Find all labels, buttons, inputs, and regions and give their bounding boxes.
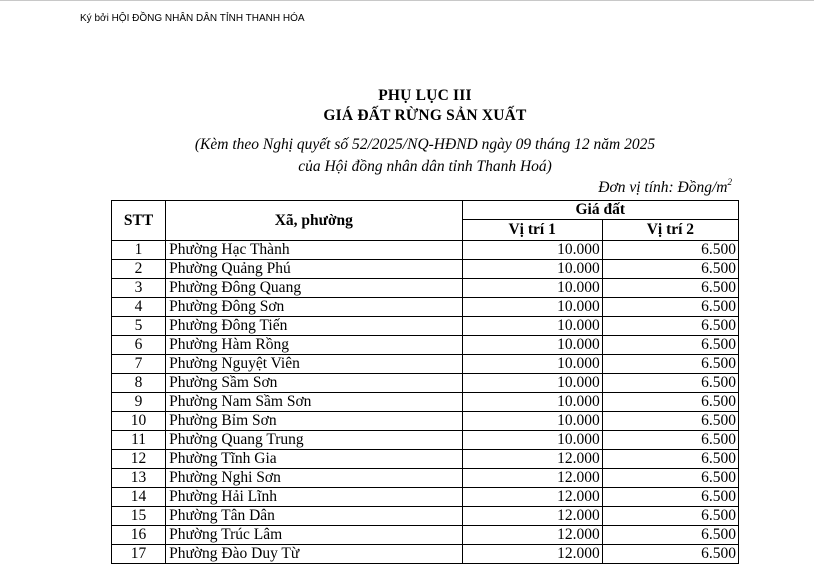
row-price-position-2: 6.500 <box>602 317 738 336</box>
row-price-position-1: 10.000 <box>462 260 602 279</box>
row-commune-name: Phường Nghi Sơn <box>166 469 462 488</box>
row-commune-name: Phường Tĩnh Gia <box>166 450 462 469</box>
row-price-position-1: 10.000 <box>462 355 602 374</box>
table-row <box>112 488 739 507</box>
table-row <box>112 393 739 412</box>
row-price-position-2: 6.500 <box>602 355 738 374</box>
row-stt: 10 <box>112 412 166 431</box>
row-commune-name: Phường Quang Trung <box>166 431 462 450</box>
row-commune-name: Phường Hải Lĩnh <box>166 488 462 507</box>
row-price-position-1: 10.000 <box>462 279 602 298</box>
row-price-position-2: 6.500 <box>602 279 738 298</box>
row-price-position-1: 12.000 <box>462 488 602 507</box>
unit-superscript: 2 <box>727 177 732 187</box>
row-price-position-1: 12.000 <box>462 450 602 469</box>
unit-label <box>598 179 732 197</box>
row-price-position-2: 6.500 <box>602 374 738 393</box>
row-stt: 5 <box>112 317 166 336</box>
row-stt: 2 <box>112 260 166 279</box>
row-stt: 6 <box>112 336 166 355</box>
row-price-position-2: 6.500 <box>602 507 738 526</box>
table-row <box>112 450 739 469</box>
row-stt: 16 <box>112 526 166 545</box>
row-price-position-1: 12.000 <box>462 469 602 488</box>
table-row <box>112 431 739 450</box>
row-price-position-1: 10.000 <box>462 374 602 393</box>
row-commune-name: Phường Hạc Thành <box>166 241 462 260</box>
row-price-position-1: 10.000 <box>462 412 602 431</box>
resolution-reference-line1: (Kèm theo Nghị quyết số 52/2025/NQ-HĐND ngày 09 tháng 12 năm 2025 <box>194 136 656 153</box>
row-price-position-2: 6.500 <box>602 260 738 279</box>
table-row <box>112 279 739 298</box>
row-stt: 14 <box>112 488 166 507</box>
table-row <box>112 412 739 431</box>
row-price-position-2: 6.500 <box>602 431 738 450</box>
header-position-2: Vị trí 2 <box>602 220 738 241</box>
row-stt: 12 <box>112 450 166 469</box>
header-commune-ward: Xã, phường <box>166 201 462 241</box>
row-price-position-1: 10.000 <box>462 298 602 317</box>
row-stt: 3 <box>112 279 166 298</box>
row-price-position-1: 10.000 <box>462 393 602 412</box>
row-stt: 8 <box>112 374 166 393</box>
row-stt: 17 <box>112 545 166 564</box>
row-stt: 9 <box>112 393 166 412</box>
row-commune-name: Phường Đào Duy Từ <box>166 545 462 564</box>
table-row <box>112 545 739 564</box>
row-commune-name: Phường Đông Tiến <box>166 317 462 336</box>
table-header <box>112 201 739 241</box>
row-price-position-2: 6.500 <box>602 488 738 507</box>
row-commune-name: Phường Đông Sơn <box>166 298 462 317</box>
table-body <box>112 241 739 564</box>
row-stt: 1 <box>112 241 166 260</box>
row-stt: 13 <box>112 469 166 488</box>
row-price-position-2: 6.500 <box>602 336 738 355</box>
row-commune-name: Phường Đông Quang <box>166 279 462 298</box>
table-row <box>112 355 739 374</box>
row-price-position-2: 6.500 <box>602 241 738 260</box>
row-commune-name: Phường Quảng Phú <box>166 260 462 279</box>
row-stt: 15 <box>112 507 166 526</box>
row-price-position-1: 12.000 <box>462 545 602 564</box>
row-price-position-1: 10.000 <box>462 317 602 336</box>
header-stt: STT <box>112 201 166 241</box>
digital-signature-label: Ký bởi HỘI ĐỒNG NHÂN DÂN TỈNH THANH HÓA <box>80 13 305 24</box>
row-stt: 11 <box>112 431 166 450</box>
row-price-position-2: 6.500 <box>602 469 738 488</box>
top-border-line <box>0 0 814 1</box>
row-commune-name: Phường Tân Dân <box>166 507 462 526</box>
row-commune-name: Phường Hàm Rồng <box>166 336 462 355</box>
row-price-position-1: 10.000 <box>462 336 602 355</box>
appendix-title: PHỤ LỤC III <box>378 87 472 104</box>
table-row <box>112 260 739 279</box>
row-commune-name: Phường Bỉm Sơn <box>166 412 462 431</box>
row-price-position-2: 6.500 <box>602 526 738 545</box>
row-price-position-1: 10.000 <box>462 431 602 450</box>
row-price-position-1: 12.000 <box>462 507 602 526</box>
row-price-position-1: 12.000 <box>462 526 602 545</box>
row-commune-name: Phường Nguyệt Viên <box>166 355 462 374</box>
row-price-position-2: 6.500 <box>602 393 738 412</box>
table-row <box>112 469 739 488</box>
table-row <box>112 526 739 545</box>
row-commune-name: Phường Nam Sầm Sơn <box>166 393 462 412</box>
row-price-position-2: 6.500 <box>602 412 738 431</box>
header-position-1: Vị trí 1 <box>462 220 602 241</box>
appendix-subject: GIÁ ĐẤT RỪNG SẢN XUẤT <box>323 107 527 124</box>
header-land-price: Giá đất <box>462 201 738 220</box>
table-row <box>112 336 739 355</box>
table-row <box>112 374 739 393</box>
table-row <box>112 241 739 260</box>
row-price-position-2: 6.500 <box>602 450 738 469</box>
unit-text: Đơn vị tính: Đồng/m <box>598 179 728 196</box>
table-row <box>112 317 739 336</box>
table-row <box>112 507 739 526</box>
row-commune-name: Phường Trúc Lâm <box>166 526 462 545</box>
row-price-position-2: 6.500 <box>602 298 738 317</box>
row-stt: 7 <box>112 355 166 374</box>
row-stt: 4 <box>112 298 166 317</box>
row-price-position-1: 10.000 <box>462 241 602 260</box>
row-commune-name: Phường Sầm Sơn <box>166 374 462 393</box>
row-price-position-2: 6.500 <box>602 545 738 564</box>
land-price-table <box>111 200 739 564</box>
table-row <box>112 298 739 317</box>
resolution-reference-line2: của Hội đồng nhân dân tỉnh Thanh Hoá) <box>298 158 552 175</box>
